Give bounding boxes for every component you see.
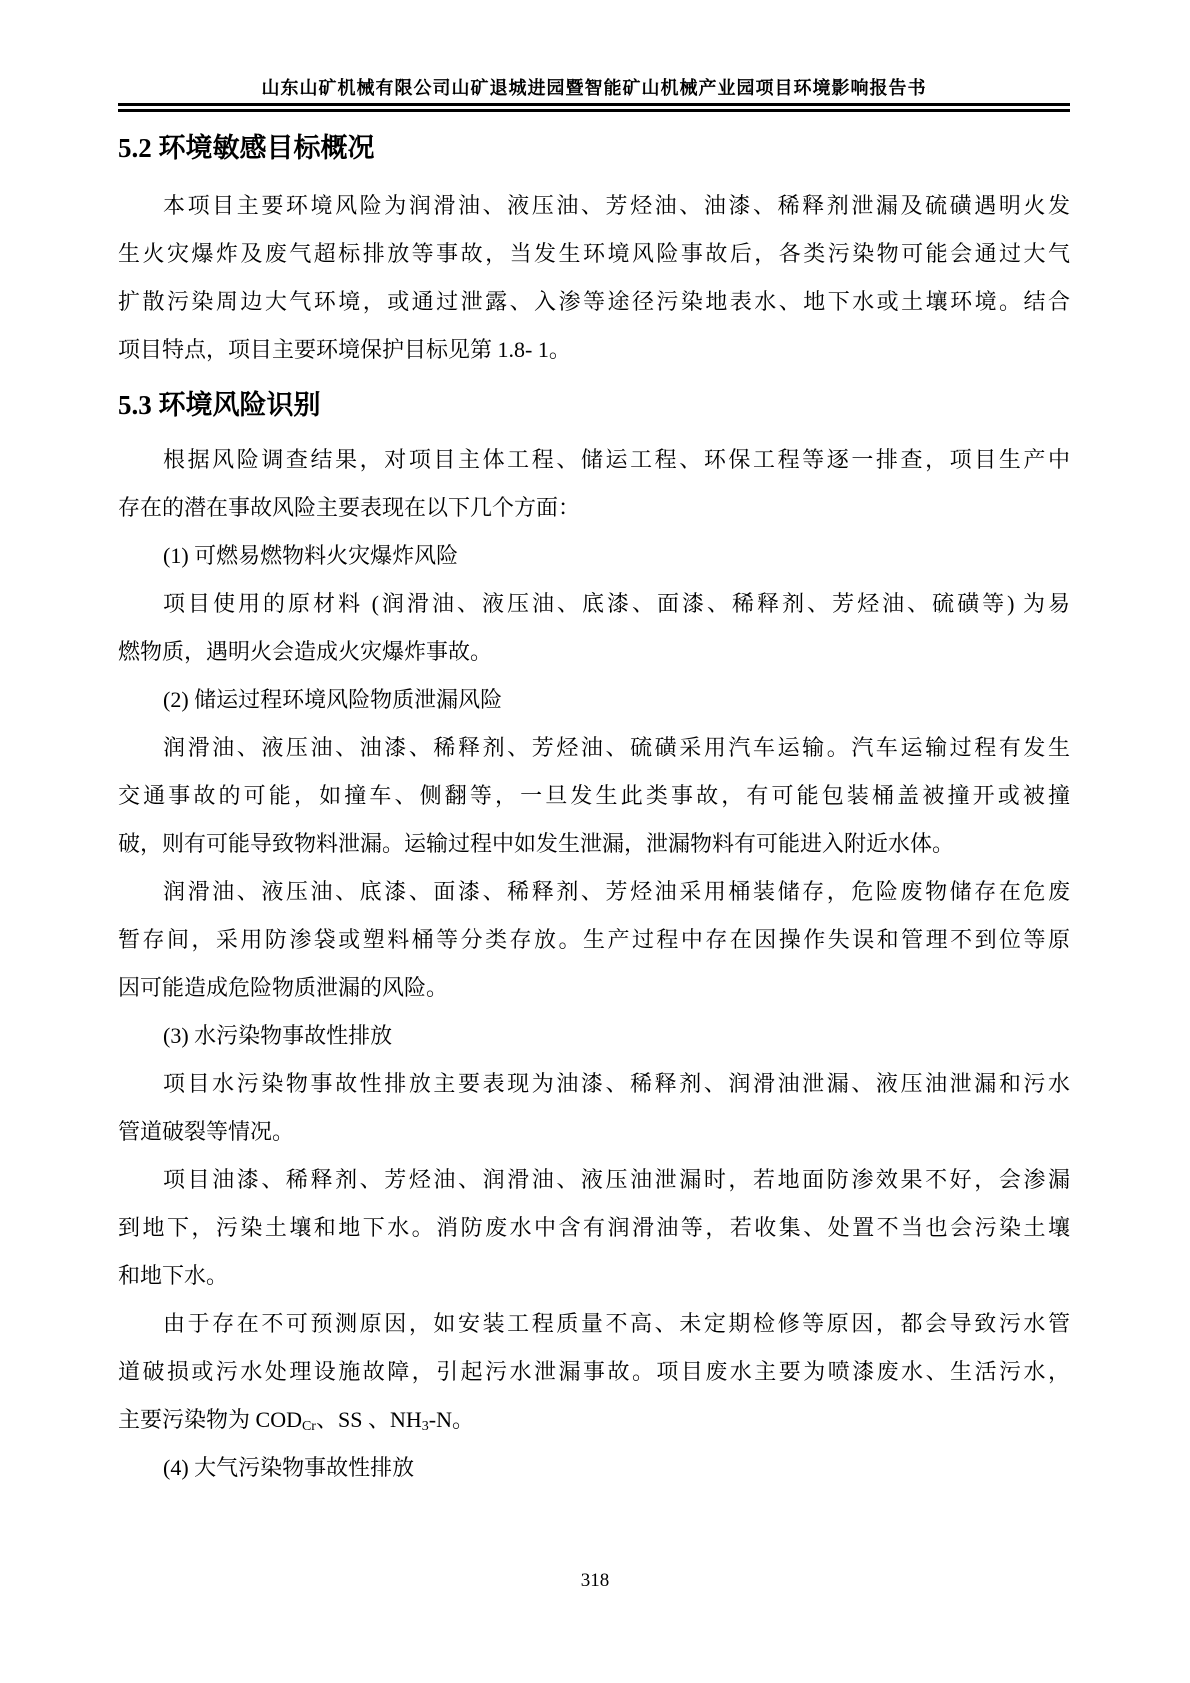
text-line (118, 1396, 1070, 1444)
text-line: 项目特点，项目主要环境保护目标见第 1.8- 1。 (118, 337, 571, 362)
text-line: 到地下，污染土壤和地下水。消防废水中含有润滑油等，若收集、处置不当也会污染土壤 (118, 1215, 1070, 1240)
text-segment: 、 (315, 1407, 338, 1432)
text-line: 润滑油、液压油、油漆、稀释剂、芳烃油、硫磺采用汽车运输。汽车运输过程有发生 (163, 735, 1070, 760)
subscript-text: Cr (301, 1419, 316, 1434)
text-line: 生火灾爆炸及废气超标排放等事故，当发生环境风险事故后，各类污染物可能会通过大气 (118, 241, 1070, 266)
text-line: 润滑油、液压油、底漆、面漆、稀释剂、芳烃油采用桶装储存，危险废物储存在危废 (163, 879, 1070, 904)
text-line: 因可能造成危险物质泄漏的风险。 (118, 975, 449, 1000)
text-line: 本项目主要环境风险为润滑油、液压油、芳烃油、油漆、稀释剂泄漏及硫磺遇明火发 (163, 193, 1070, 218)
text-segment: SS (337, 1407, 368, 1432)
page-header-title: 山东山矿机械有限公司山矿退城进园暨智能矿山机械产业园项目环境影响报告书 (261, 78, 927, 98)
document-body (118, 128, 1070, 1492)
text-segment: NH (389, 1407, 422, 1432)
text-line: (2) 储运过程环境风险物质泄漏风险 (163, 687, 503, 712)
section-heading: 5.3 环境风险识别 (118, 390, 321, 420)
text-line: 道破损或污水处理设施故障，引起污水泄漏事故。项目废水主要为喷漆废水、生活污水， (118, 1359, 1070, 1384)
text-line: 存在的潜在事故风险主要表现在以下几个方面： (118, 495, 581, 520)
text-line: 燃物质，遇明火会造成火灾爆炸事故。 (118, 639, 493, 664)
text-segment: 。 (451, 1407, 474, 1432)
header-divider (118, 103, 1070, 112)
text-line: 项目使用的原材料 (润滑油、液压油、底漆、面漆、稀释剂、芳烃油、硫磺等) 为易 (163, 591, 1070, 616)
text-line: (1) 可燃易燃物料火灾爆炸风险 (163, 543, 459, 568)
text-line: 和地下水。 (118, 1263, 229, 1288)
text-line: 交通事故的可能，如撞车、侧翻等，一旦发生此类事故，有可能包装桶盖被撞开或被撞 (118, 783, 1070, 808)
text-segment: 、 (367, 1407, 390, 1432)
text-segment: 主要污染物为 (118, 1407, 256, 1432)
text-segment: -N (428, 1407, 452, 1432)
text-line: 破，则有可能导致物料泄漏。运输过程中如发生泄漏，泄漏物料有可能进入附近水体。 (118, 831, 955, 856)
text-line: (3) 水污染物事故性排放 (163, 1023, 393, 1048)
text-line: (4) 大气污染物事故性排放 (163, 1455, 415, 1480)
section-heading: 5.2 环境敏感目标概况 (118, 133, 375, 163)
text-segment: COD (255, 1407, 302, 1432)
text-line: 项目水污染物事故性排放主要表现为油漆、稀释剂、润滑油泄漏、液压油泄漏和污水 (163, 1071, 1070, 1096)
text-line: 扩散污染周边大气环境，或通过泄露、入渗等途径污染地表水、地下水或土壤环境。结合 (118, 289, 1070, 314)
text-line: 根据风险调查结果，对项目主体工程、储运工程、环保工程等逐一排查，项目生产中 (163, 447, 1070, 472)
text-line: 项目油漆、稀释剂、芳烃油、润滑油、液压油泄漏时，若地面防渗效果不好，会渗漏 (163, 1167, 1070, 1192)
page-number: 318 (580, 1570, 610, 1591)
text-line: 管道破裂等情况。 (118, 1119, 295, 1144)
text-line: 暂存间，采用防渗袋或塑料桶等分类存放。生产过程中存在因操作失误和管理不到位等原 (118, 927, 1070, 952)
text-line: 由于存在不可预测原因，如安装工程质量不高、未定期检修等原因，都会导致污水管 (163, 1311, 1070, 1336)
subscript-text: 3 (421, 1419, 429, 1434)
